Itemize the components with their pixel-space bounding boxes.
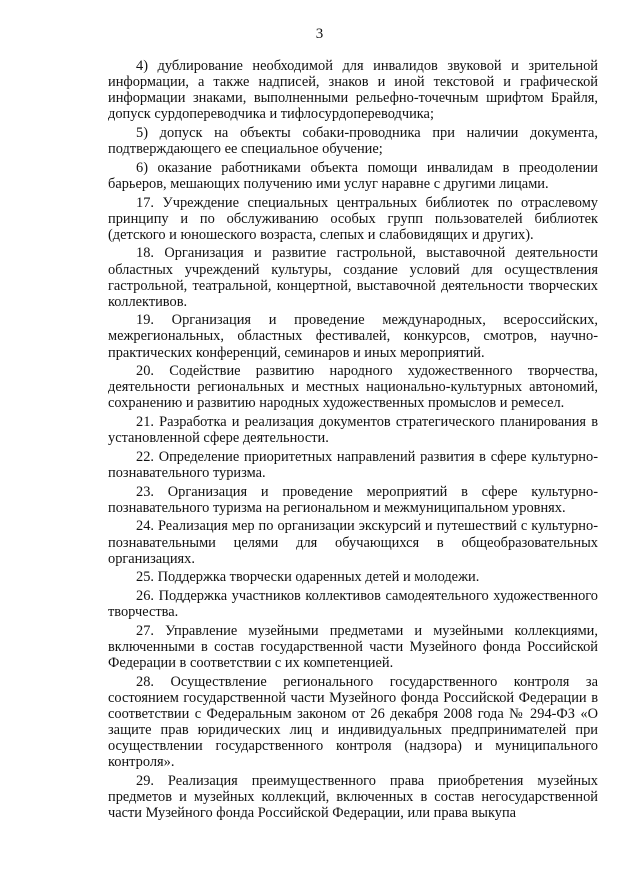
paragraph-24: 24. Реализация мер по организации экскурсий и путешествий с культурно-познавательными целями для обучающихся в общеобразовательных организациях. (108, 518, 598, 567)
page-number: 3 (315, 26, 324, 42)
paragraph-item-5: 5) допуск на объекты собаки-проводника при наличии документа, подтверждающего ее специальное обучение; (108, 124, 598, 158)
paragraph-20: 20. Содействие развитию народного художественного творчества, деятельности региональных и местных национально-культурных автономий, сохранению и развитию народных художественных промыслов и ремесел. (108, 363, 598, 412)
paragraph-21: 21. Разработка и реализация документов стратегического планирования в установленной сфере деятельности. (108, 414, 598, 447)
paragraph-28: 28. Осуществление регионального государственного контроля за состоянием государственной части Музейного фонда Российской Федерации в соответствии с Федеральным законом от 26 декабря 2008 года № 294-ФЗ «О защите прав юридических лиц и индивидуальных предпринимателей при осуществлении государственного контроля (надзора) и муниципального контроля». (108, 673, 598, 771)
paragraph-item-6: 6) оказание работниками объекта помощи инвалидам в преодолении барьеров, мешающих получению ими услуг наравне с другими лицами. (108, 159, 598, 192)
paragraph-22: 22. Определение приоритетных направлений развития в сфере культурно-познавательного туризма. (108, 448, 598, 481)
paragraph-18: 18. Организация и развитие гастрольной, выставочной деятельности областных учреждений культуры, создание условий для осуществления гастрольной, театральной, концертной, выставочной деятельности творческих коллективов. (108, 245, 598, 310)
paragraph-19: 19. Организация и проведение международных, всероссийских, межрегиональных, областных фестивалей, конкурсов, смотров, научно-практических конференций, семинаров и иных мероприятий. (108, 312, 598, 361)
paragraph-26: 26. Поддержка участников коллективов самодеятельного художественного творчества. (108, 588, 598, 621)
paragraph-item-4: 4) дублирование необходимой для инвалидов звуковой и зрительной информации, а также надписей, знаков и иной текстовой и графической информации знаками, выполненными рельефно-точечным шрифтом Брайля, допуск сурдопереводчика и тифлосурдопереводчика; (108, 58, 598, 123)
paragraph-25: 25. Поддержка творчески одаренных детей и молодежи. (136, 569, 480, 586)
document-body (108, 58, 598, 824)
paragraph-23: 23. Организация и проведение мероприятий в сфере культурно-познавательного туризма на региональном и межмуниципальном уровнях. (108, 483, 598, 516)
paragraph-27: 27. Управление музейными предметами и музейными коллекциями, включенными в состав государственной части Музейного фонда Российской Федерации в соответствии с их компетенцией. (108, 622, 598, 671)
paragraph-29: 29. Реализация преимущественного права приобретения музейных предметов и музейных коллекций, включенных в состав негосударственной части Музейного фонда Российской Федерации, или права выкупа (108, 772, 598, 822)
paragraph-17: 17. Учреждение специальных центральных библиотек по отраслевому принципу и по обслуживанию особых групп пользователей библиотек (детского и юношеского возраста, слепых и слабовидящих и других). (108, 194, 598, 243)
